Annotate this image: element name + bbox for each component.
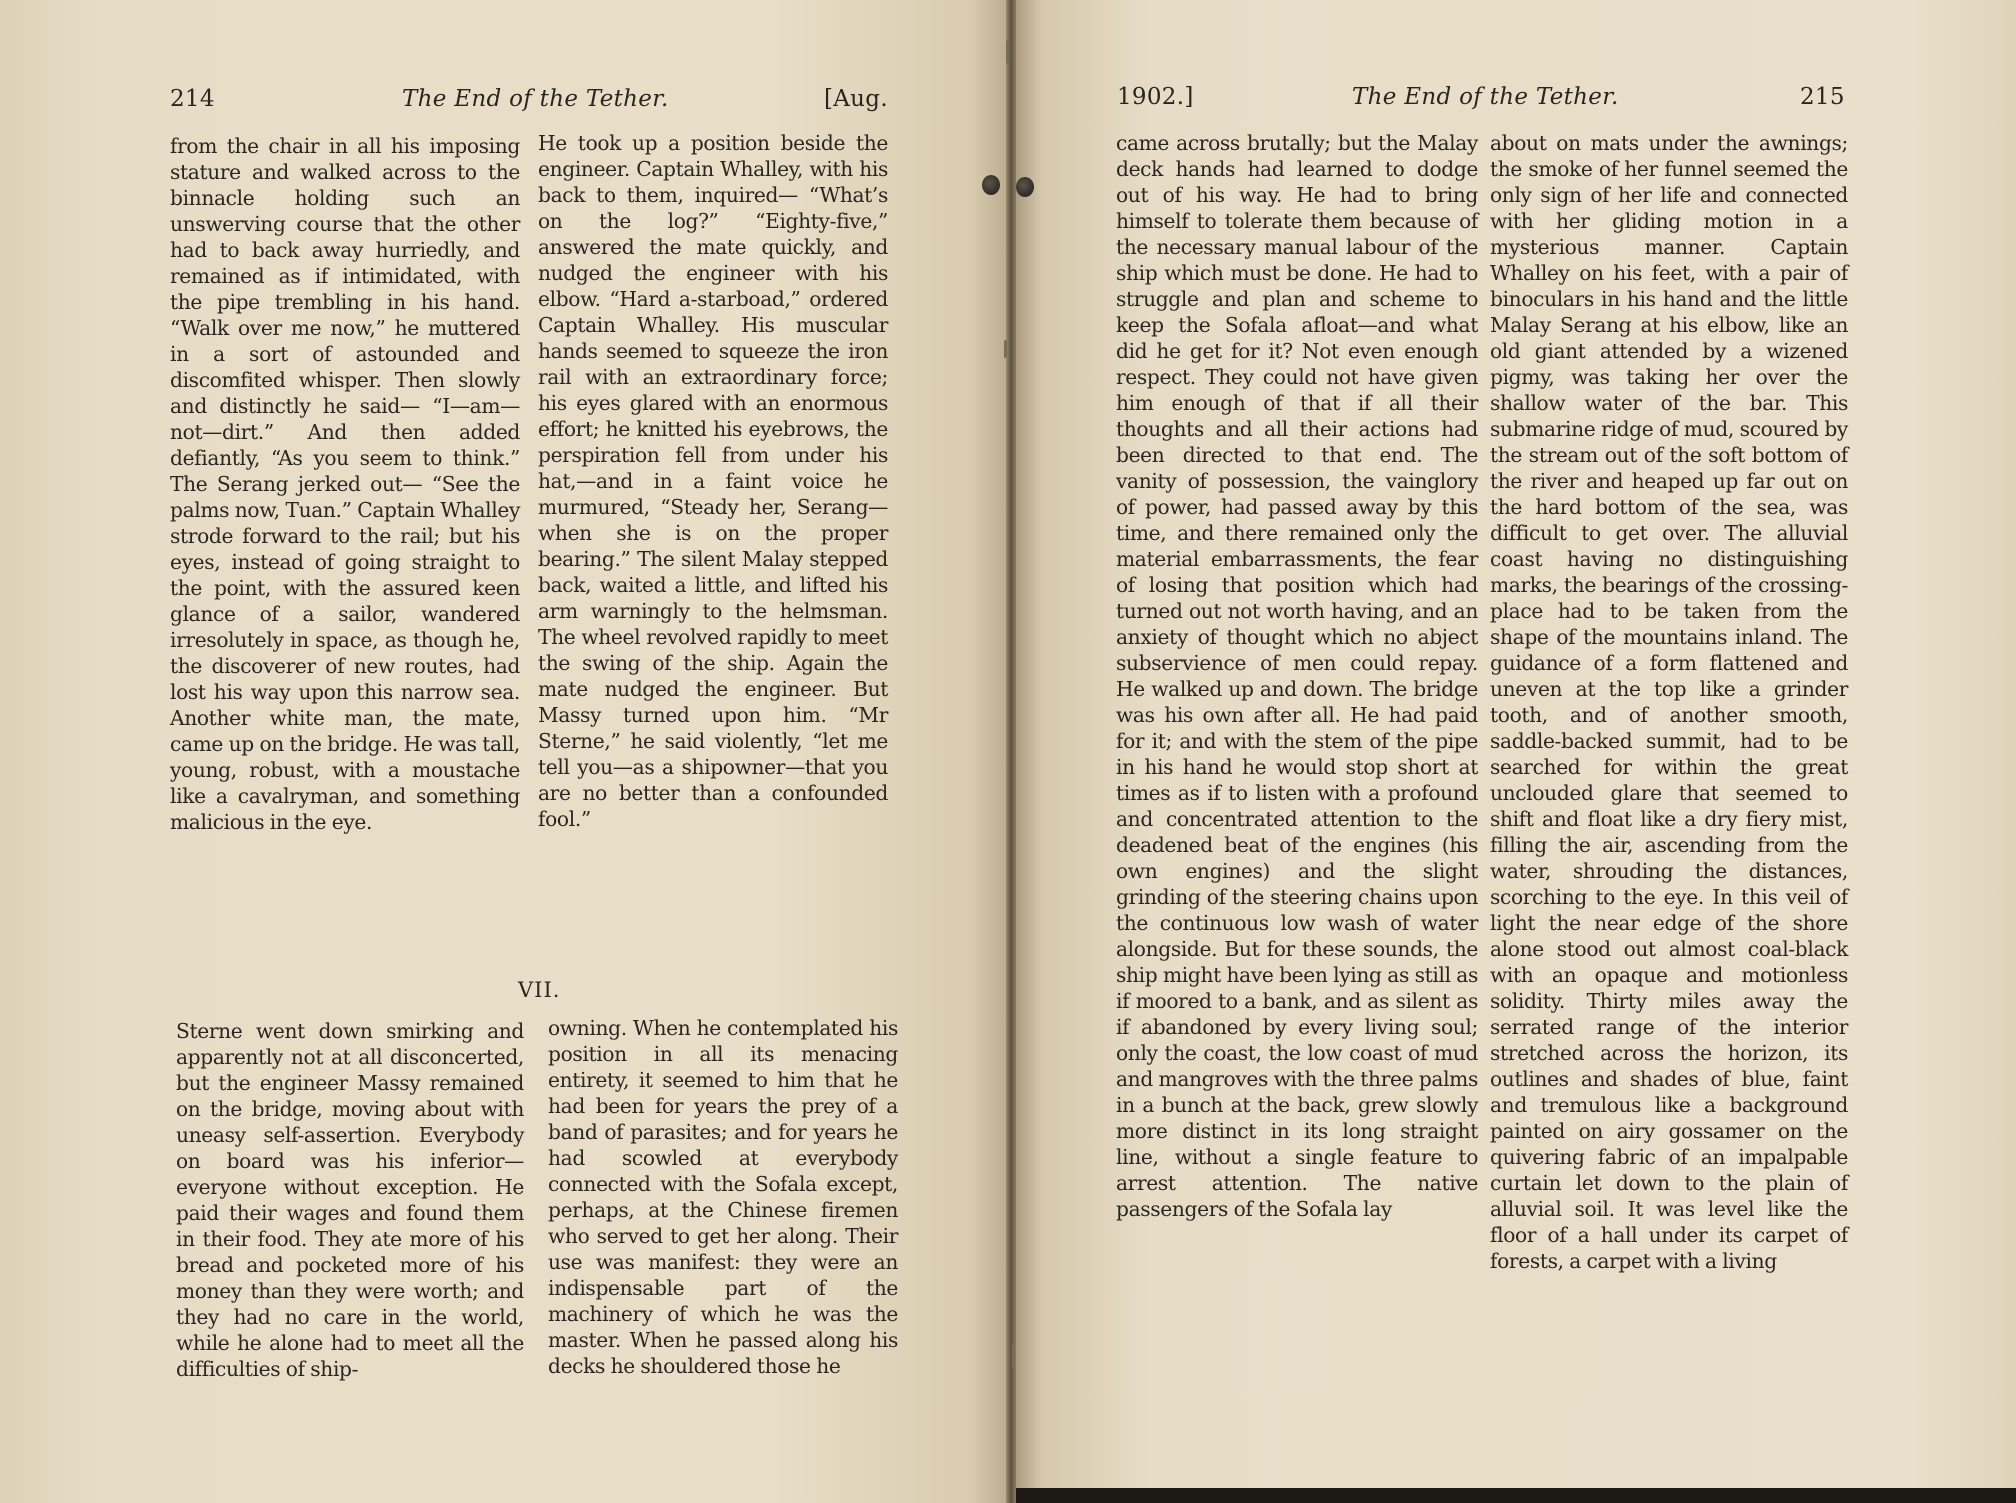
book-gutter [1006,0,1016,1503]
right-page-number: 215 [1800,84,1845,110]
binding-thread-mark [1004,340,1007,358]
left-running-title: The End of the Tether. [402,86,669,112]
left-page-number: 214 [170,86,215,112]
right-column-1: came across brutally; but the Malay deck hands had learned to dodge out of his way. He had to bring himself to tolerate them because of the necessary manual labour of the ship which must be done. He had to struggle and plan and scheme to keep the Sofala afloat—and what did he get for it? Not even enough respect. They could not have given him enough of that if all their thoughts and all their actions had been directed to that end. The vanity of possession, the vainglory of power, had passed away by this time, and there remained only the material embarrassments, the fear of losing that position which had turned out not worth having, and an anxiety of thought which no abject subservience of men could repay. He walked up and down. The bridge was his own after all. He had paid for it; and with the stem of the pipe in his hand he would stop short at times as if to listen with a profound and concentrated attention to the deadened beat of the engines (his own engines) and the slight grinding of the steering chains upon the continuous low wash of water alongside. But for these sounds, the ship might have been lying as still as if moored to a bank, and as silent as if abandoned by every living soul; only the coast, the low coast of mud and mangroves with the three palms in a bunch at the back, grew slowly more distinct in its long straight line, without a single feature to arrest attention. The native passengers of the Sofala lay [1116,131,1478,1221]
section-heading: VII. [518,978,561,1002]
right-date: 1902.] [1117,84,1194,110]
left-column-1-bottom: Sterne went down smirking and apparently not at all disconcerted, but the engineer Massy remained on the bridge, moving about with uneasy self-assertion. Everybody on board was his inferior—everyone without exception. He paid their wages and found them in their food. They ate more of his bread and pocketed more of his money than they were worth; and they had no care in the world, while he alone had to meet all the difficulties of ship- [176,1019,524,1381]
left-column-2-top: He took up a position beside the engineer. Captain Whalley, with his back to them, inquired— “What’s on the log?” “Eighty-five,” answered the mate quickly, and nudged the engineer with his elbow. “Hard a-starboad,” ordered Captain Whalley. His muscular hands seemed to squeeze the iron rail with an extraordinary force; his eyes glared with an enormous effort; he knitted his eyebrows, the perspiration fell from under his hat,—and in a faint voice he murmured, “Steady her, Serang—when she is on the proper bearing.” The silent Malay stepped back, waited a little, and lifted his arm warningly to the helmsman. The wheel revolved rapidly to meet the swing of the ship. Again the mate nudged the engineer. But Massy turned upon him. “Mr Sterne,” he said violently, “let me tell you—as a shipowner—that you are no better than a confounded fool.” [538,131,888,831]
right-running-title: The End of the Tether. [1352,84,1619,110]
left-column-1-top: from the chair in all his imposing stature and walked across to the binnacle holding such an unswerving course that the other had to back away hurriedly, and remained as if intimidated, with the pipe trembling in his hand. “Walk over me now,” he muttered in a sort of astounded and discomfited whisper. Then slowly and distinctly he said— “I—am—not—dirt.” And then added defiantly, “As you seem to think.” The Serang jerked out— “See the palms now, Tuan.” Captain Whalley strode forward to the rail; but his eyes, instead of going straight to the point, with the assured keen glance of a sailor, wandered irresolutely in space, as though he, the discoverer of new routes, had lost his way upon this narrow sea. Another white man, the mate, came up on the bridge. He was tall, young, robust, with a moustache like a cavalryman, and something malicious in the eye. [170,134,520,834]
binding-thread-mark [1006,40,1009,64]
right-column-2: about on mats under the awnings; the smoke of her funnel seemed the only sign of her life and connected with her gliding motion in a mysterious manner. Captain Whalley on his feet, with a pair of binoculars in his hand and the little Malay Serang at his elbow, like an old giant attended by a wizened pigmy, was taking her over the shallow water of the bar. This submarine ridge of mud, scoured by the stream out of the soft bottom of the river and heaped up far out on the hard bottom of the sea, was difficult to get over. The alluvial coast having no distinguishing marks, the bearings of the crossing-place had to be taken from the shape of the mountains inland. The guidance of a form flattened and uneven at the top like a grinder tooth, and of another smooth, saddle-backed summit, had to be searched for within the great unclouded glare that seemed to shift and float like a dry fiery mist, filling the air, ascending from the water, shrouding the distances, scorching to the eye. In this veil of light the near edge of the shore alone stood out almost coal-black with an opaque and motionless solidity. Thirty miles away the serrated range of the interior stretched across the horizon, its outlines and shades of blue, faint and tremulous like a background painted on airy gossamer on the quivering fabric of an impalpable curtain let down to the plain of alluvial soil. It was level like the floor of a hall under its carpet of forests, a carpet with a living [1490,131,1848,1273]
page-bottom-edge [1016,1488,2016,1503]
binding-staple-right [1016,177,1034,197]
left-date: [Aug. [824,86,888,112]
right-page [1012,0,2016,1503]
binding-staple-left [982,175,1000,195]
binding-thread-mark [1012,1345,1015,1367]
left-column-2-bottom: owning. When he contemplated his position in all its menacing entirety, it seemed to him that he had been for years the prey of a band of parasites; and for years he had scowled at everybody connected with the Sofala except, perhaps, at the Chinese firemen who served to get her along. Their use was manifest: they were an indispensable part of the machinery of which he was the master. When he passed along his decks he shouldered those he [548,1016,898,1378]
